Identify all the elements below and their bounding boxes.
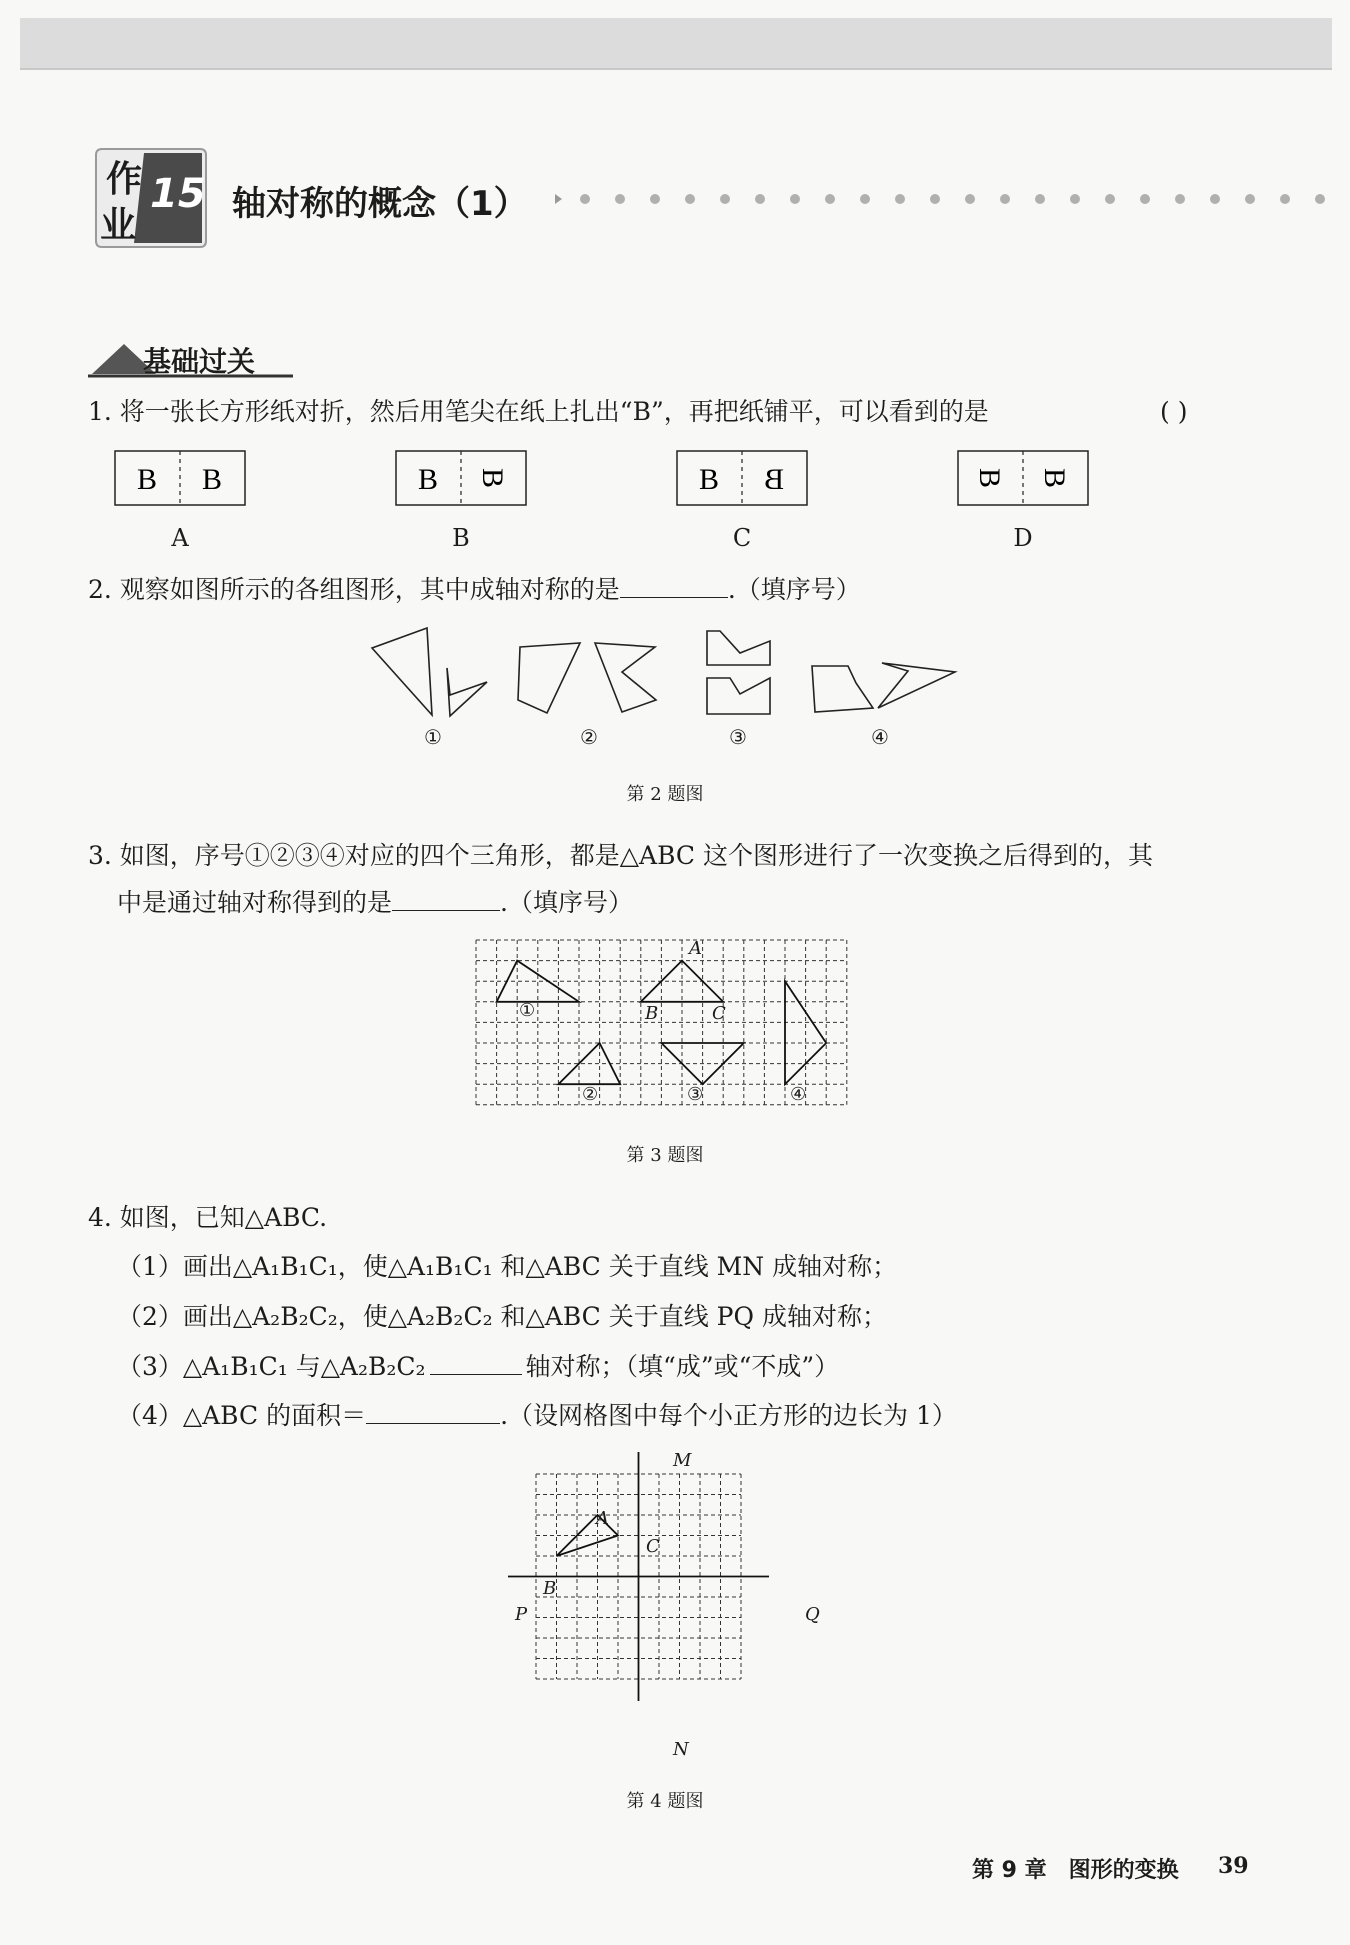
q4-label-b: B: [543, 1578, 557, 1599]
badge-char-top: 作: [106, 159, 143, 200]
q4-part1: （1）画出△A₁B₁C₁，使△A₁B₁C₁ 和△ABC 关于直线 MN 成轴对称；: [117, 1252, 898, 1281]
badge-char-bottom: 业: [100, 205, 137, 246]
q3-label-b: B: [645, 1003, 659, 1024]
q4-label-c: C: [646, 1536, 660, 1557]
q4-label-m: M: [673, 1450, 692, 1471]
option-a-right-b: B: [201, 463, 223, 496]
q4-part4-after: .（设网格图中每个小正方形的边长为 1）: [500, 1401, 957, 1430]
q1-text: 1. 将一张长方形纸对折，然后用笔尖在纸上扎出“B”，再把纸铺平，可以看到的是: [88, 397, 989, 426]
q4-label-p: P: [515, 1604, 528, 1625]
q3-line2-after: .（填序号）: [500, 888, 633, 917]
q4-label-n: N: [673, 1739, 689, 1760]
section-title: 基础过关: [143, 345, 256, 378]
q1-option-a-label[interactable]: A: [171, 524, 189, 552]
q4-part2: （2）画出△A₂B₂C₂，使△A₂B₂C₂ 和△ABC 关于直线 PQ 成轴对称；: [117, 1302, 887, 1331]
q2-label-4: ④: [871, 725, 889, 749]
q4-label-q: Q: [805, 1604, 820, 1625]
q3-caption: 第 3 题图: [626, 1145, 704, 1166]
footer-page-number: 39: [1218, 1853, 1249, 1879]
option-a-left-b: B: [136, 463, 158, 496]
q3-label-a: A: [689, 938, 702, 959]
q3-tri-label-1: ①: [519, 1000, 536, 1021]
option-b-left-b: B: [417, 463, 439, 496]
page-title: 轴对称的概念（1）: [232, 184, 528, 224]
option-c-left-b: B: [698, 463, 720, 496]
footer-chapter: 第 9 章 图形的变换: [972, 1858, 1179, 1883]
q3-label-c: C: [712, 1003, 726, 1024]
q4-part4-before: （4）△ABC 的面积＝: [117, 1401, 367, 1430]
q4-part3-after: 轴对称；（填“成”或“不成”）: [525, 1352, 840, 1381]
option-d-left-b: B: [973, 467, 1006, 489]
q4-intro: 4. 如图，已知△ABC.: [88, 1203, 328, 1232]
q3-line2-before: 中是通过轴对称得到的是: [117, 888, 393, 917]
option-d-right-b: B: [1038, 467, 1071, 489]
q2-label-2: ②: [580, 725, 598, 749]
q3-tri-label-4: ④: [790, 1084, 807, 1105]
q1-answer-paren[interactable]: ( ): [1160, 397, 1188, 426]
option-b-right-b: B: [476, 467, 509, 489]
q4-label-a: A: [596, 1508, 609, 1529]
q1-option-b-label[interactable]: B: [452, 524, 470, 552]
q1-option-d-label[interactable]: D: [1013, 524, 1033, 552]
q2-caption: 第 2 题图: [626, 784, 704, 805]
q2-label-1: ①: [424, 725, 442, 749]
q4-caption: 第 4 题图: [626, 1791, 704, 1812]
q4-part3-before: （3）△A₁B₁C₁ 与△A₂B₂C₂: [117, 1352, 426, 1381]
badge-number: 15: [150, 171, 206, 217]
q2-label-3: ③: [729, 725, 747, 749]
q3-tri-label-3: ③: [687, 1084, 704, 1105]
q1-option-c-label[interactable]: C: [732, 524, 752, 552]
q3-tri-label-2: ②: [582, 1084, 599, 1105]
q2-text-after: .（填序号）: [727, 575, 861, 604]
option-c-right-b: B: [763, 463, 785, 496]
q3-line1: 3. 如图，序号①②③④对应的四个三角形，都是△ABC 这个图形进行了一次变换之后得到的，其: [88, 841, 1153, 870]
q2-text-before: 2. 观察如图所示的各组图形，其中成轴对称的是: [88, 575, 620, 604]
